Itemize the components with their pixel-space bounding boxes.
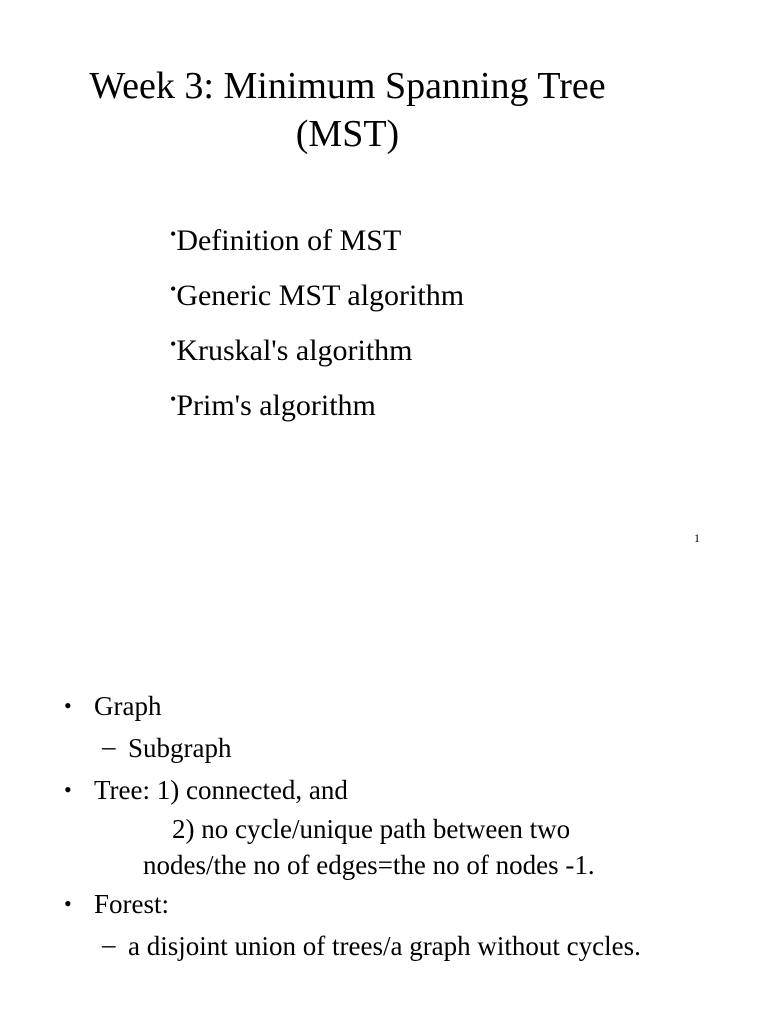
tree-condition-continuation: nodes/the no of edges=the no of nodes -1. bbox=[143, 850, 595, 880]
topic-label: Prim's algorithm bbox=[176, 389, 376, 422]
slide-title-line-2: (MST) bbox=[295, 113, 400, 155]
topic-label: Generic MST algorithm bbox=[176, 279, 465, 312]
list-item-tree bbox=[0, 769, 768, 811]
list-item-forest bbox=[0, 883, 768, 925]
slide-title bbox=[0, 62, 695, 158]
topic-item bbox=[170, 210, 464, 265]
dash-icon: – bbox=[102, 929, 116, 959]
tree-condition-line: 2) no cycle/unique path between two bbox=[172, 814, 571, 844]
bullet-icon: • bbox=[64, 777, 72, 802]
bullet-icon: • bbox=[170, 389, 177, 409]
list-item-graph bbox=[0, 685, 768, 727]
bullet-icon: • bbox=[64, 693, 72, 718]
dash-icon: – bbox=[102, 731, 116, 761]
list-item-label: a disjoint union of trees/a graph without cycles. bbox=[128, 931, 641, 961]
list-item-label: Graph bbox=[94, 691, 162, 721]
slide-2 bbox=[0, 660, 768, 1024]
slide-title-line-1: Week 3: Minimum Spanning Tree bbox=[89, 65, 606, 107]
topic-item bbox=[170, 265, 464, 320]
topic-list bbox=[170, 210, 464, 430]
topic-item bbox=[170, 320, 464, 375]
bullet-icon: • bbox=[170, 224, 177, 244]
topic-label: Kruskal's algorithm bbox=[176, 334, 413, 367]
list-item-label: Subgraph bbox=[128, 733, 232, 763]
topic-item bbox=[170, 375, 464, 430]
bullet-icon: • bbox=[170, 334, 177, 354]
list-item-label: Forest: bbox=[94, 889, 170, 919]
definition-list bbox=[0, 685, 768, 967]
list-subitem-subgraph bbox=[0, 727, 768, 769]
bullet-icon: • bbox=[64, 891, 72, 916]
list-item-label: Tree: 1) connected, and bbox=[94, 775, 348, 805]
bullet-icon: • bbox=[170, 279, 177, 299]
topic-label: Definition of MST bbox=[176, 224, 402, 257]
list-subitem-forest-definition bbox=[0, 925, 768, 967]
page-number: 1 bbox=[694, 531, 700, 545]
